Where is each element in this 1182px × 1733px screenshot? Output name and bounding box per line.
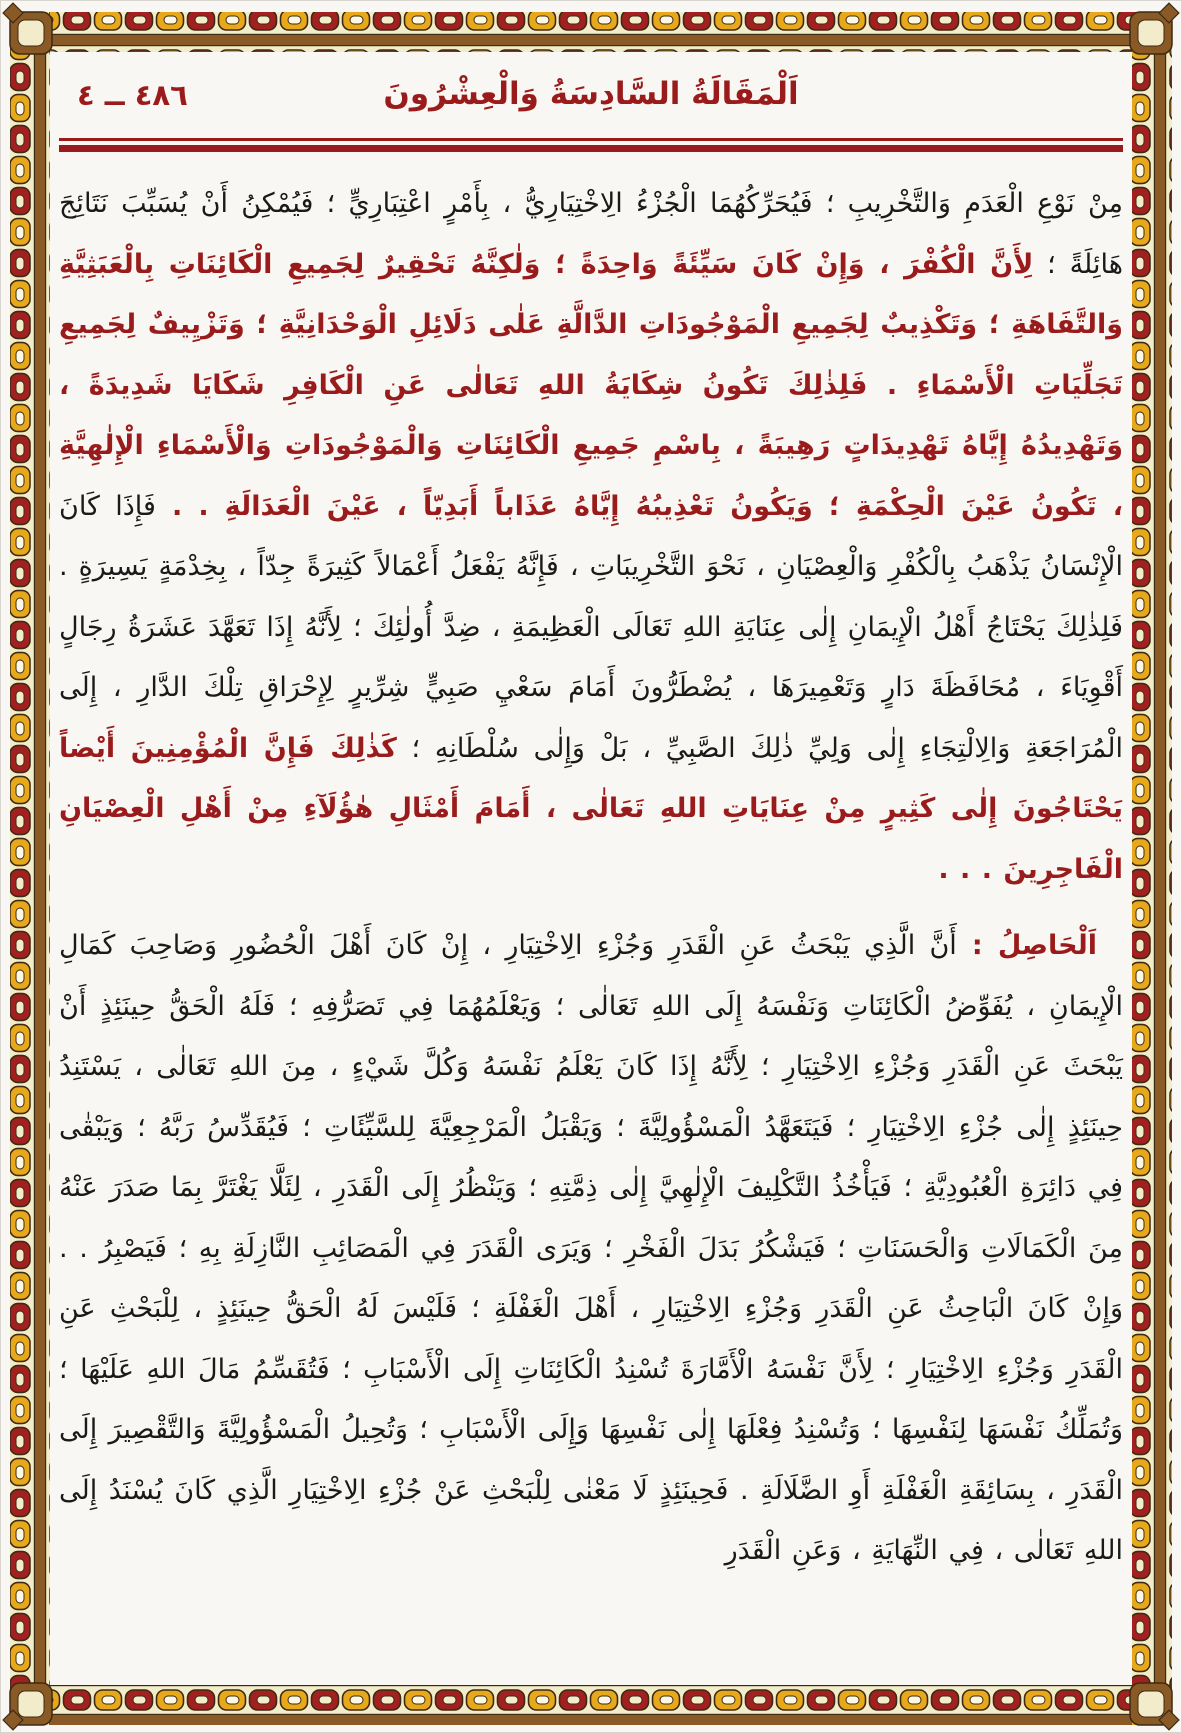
- page-number: ٤٨٦ ــ ٤: [77, 78, 188, 112]
- paragraph-1: [59, 174, 1123, 900]
- body-text: [59, 174, 1123, 1582]
- paragraph-2: [59, 916, 1123, 1582]
- text-segment-red-lead: اَلْحَاصِلُ :: [956, 930, 1097, 961]
- text-segment-black: فَإِذَا كَانَ الْإِنْسَانُ يَذْهَبُ بِالْكُفْرِ وَالْعِصْيَانِ ، نَحْوَ التَّخْرِيبَاتِ ، فَإِنَّهُ يَفْعَلُ أَعْمَالاً كَثِيرَةً جِدّاً ، بِخِدْمَةٍ يَسِيرَةٍ . فَلِذٰلِكَ يَحْتَاجُ أَهْلُ الْإِيمَانِ إِلٰى عِنَايَةِ اللهِ تَعَالَى الْعَظِيمَةِ ، ضِدَّ أُولٰئِكَ ؛ لِأَنَّهُ إِذَا تَعَهَّدَ عَشَرَةُ رِجَالٍ أَقْوِيَاءَ ، مُحَافَظَةَ دَارٍ وَتَعْمِيرَهَا ، يُضْطَرُّونَ أَمَامَ سَعْيِ صَبِيٍّ شِرِّيرٍ لِإِحْرَاقِ تِلْكَ الدَّارِ ، إِلَى الْمُرَاجَعَةِ وَالِالْتِجَاءِ إِلٰى وَلِيِّ ذٰلِكَ الصَّبِيِّ ، بَلْ وَإِلٰى سُلْطَانِهِ ؛: [59, 490, 1123, 764]
- text-segment-red: كَذٰلِكَ فَإِنَّ الْمُؤْمِنِينَ أَيْضاً يَحْتَاجُونَ إِلٰى كَثِيرٍ مِنْ عِنَايَاتِ اللهِ تَعَالٰى ، أَمَامَ أَمْثَالِ هٰؤُلَآءِ مِنْ أَهْلِ الْعِصْيَانِ الْفَاجِرِينَ . . .: [59, 732, 1123, 885]
- text-segment-black: أَنَّ الَّذِي يَبْحَثُ عَنِ الْقَدَرِ وَجُزْءِ الِاخْتِيَارِ ، إِنْ كَانَ أَهْلَ الْحُضُورِ وَصَاحِبَ كَمَالِ الْإِيمَانِ ، يُفَوِّضُ الْكَائِنَاتِ وَنَفْسَهُ إِلَى اللهِ تَعَالٰى ؛ وَيَعْلَمُهُمَا فِي تَصَرُّفِهِ ؛ فَلَهُ الْحَقُّ حِينَئِذٍ أَنْ يَبْحَثَ عَنِ الْقَدَرِ وَجُزْءِ الِاخْتِيَارِ ؛ لِأَنَّهُ إِذَا كَانَ يَعْلَمُ نَفْسَهُ وَكُلَّ شَيْءٍ ، مِنَ اللهِ تَعَالٰى ، يَسْتَنِدُ حِينَئِذٍ إِلٰى جُزْءِ الِاخْتِيَارِ ؛ فَيَتَعَهَّدُ الْمَسْؤُولِيَّةَ ؛ وَيَقْبَلُ الْمَرْجِعِيَّةَ لِلسَّيِّئَاتِ ؛ فَيُقَدِّسُ رَبَّهُ ؛ وَيَبْقٰى فِي دَائِرَةِ الْعُبُودِيَّةِ ؛ فَيَأْخُذُ التَّكْلِيفَ الْإِلٰهِيَّ إِلٰى ذِمَّتِهِ ؛ وَيَنْظُرُ إِلَى الْقَدَرِ ، لِئَلَّا يَغْتَرَّ بِمَا صَدَرَ عَنْهُ مِنَ الْكَمَالَاتِ وَالْحَسَنَاتِ ؛ فَيَشْكُرُ بَدَلَ الْفَخْرِ ؛ وَيَرَى الْقَدَرَ فِي الْمَصَائِبِ النَّازِلَةِ بِهِ ؛ فَيَصْبِرُ . . وَإِنْ كَانَ الْبَاحِثُ عَنِ الْقَدَرِ وَجُزْءِ الِاخْتِيَارِ ، أَهْلَ الْغَفْلَةِ ؛ فَلَيْسَ لَهُ الْحَقُّ حِينَئِذٍ ، لِلْبَحْثِ عَنِ الْقَدَرِ وَجُزْءِ الِاخْتِيَارِ ؛ لِأَنَّ نَفْسَهُ الْأَمَّارَةَ تُسْنِدُ الْكَائِنَاتِ إِلَى الْأَسْبَابِ ؛ فَتُقَسِّمُ مَالَ اللهِ عَلَيْهَا ؛ وَتُمَلِّكُ نَفْسَهَا لِنَفْسِهَا ؛ وَتُسْنِدُ فِعْلَهَا إِلٰى نَفْسِهَا وَإِلَى الْأَسْبَابِ ؛ وَتُحِيلُ الْمَسْؤُولِيَّةَ وَالتَّقْصِيرَ إِلَى الْقَدَرِ ، بِسَائِقَةِ الْغَفْلَةِ أَوِ الضَّلَالَةِ . فَحِينَئِذٍ لَا مَعْنٰى لِلْبَحْثِ عَنْ جُزْءِ الِاخْتِيَارِ الَّذِي كَانَ يُسْنَدُ إِلَى اللهِ تَعَالٰى ، فِي النِّهَايَةِ ، وَعَنِ الْقَدَرِ: [59, 930, 1123, 1566]
- page-header: [59, 62, 1123, 136]
- text-segment-black: مِنْ نَوْعِ الْعَدَمِ وَالتَّخْرِيبِ ؛ فَيُحَرِّكُهُمَا الْجُزْءُ الِاخْتِيَارِيُّ ، بِأَمْرٍ اعْتِبَارِيٍّ ؛ فَيُمْكِنُ أَنْ يُسَبِّبَ نَتَائِجَ هَائِلَةً ؛: [59, 188, 1123, 280]
- page-content: [59, 62, 1123, 1667]
- text-segment-red: لِأَنَّ الْكُفْرَ ، وَإِنْ كَانَ سَيِّئَةً وَاحِدَةً ؛ وَلٰكِنَّهُ تَحْقِيرٌ لِجَمِيعِ الْكَائِنَاتِ بِالْعَبَثِيَّةِ وَالتَّفَاهَةِ ؛ وَتَكْذِيبٌ لِجَمِيعِ الْمَوْجُودَاتِ الدَّالَّةِ عَلٰى دَلَائِلِ الْوَحْدَانِيَّةِ ؛ وَتَزْيِيفٌ لِجَمِيعِ تَجَلِّيَاتِ الْأَسْمَاءِ . فَلِذٰلِكَ تَكُونُ شِكَايَةُ اللهِ تَعَالٰى عَنِ الْكَافِرِ شَكَايَا شَدِيدَةً ، وَتَهْدِيدُهُ إِيَّاهُ تَهْدِيدَاتٍ رَهِيبَةً ، بِاسْمِ جَمِيعِ الْكَائِنَاتِ وَالْمَوْجُودَاتِ وَالْأَسْمَاءِ الْإِلٰهِيَّةِ ، تَكُونُ عَيْنَ الْحِكْمَةِ ؛ وَيَكُونُ تَعْذِيبُهُ إِيَّاهُ عَذَاباً أَبَدِيّاً ، عَيْنَ الْعَدَالَةِ . .: [59, 248, 1123, 522]
- page-title: اَلْمَقَالَةُ السَّادِسَةُ وَالْعِشْرُونَ: [383, 76, 799, 112]
- header-divider-rule: [59, 138, 1123, 152]
